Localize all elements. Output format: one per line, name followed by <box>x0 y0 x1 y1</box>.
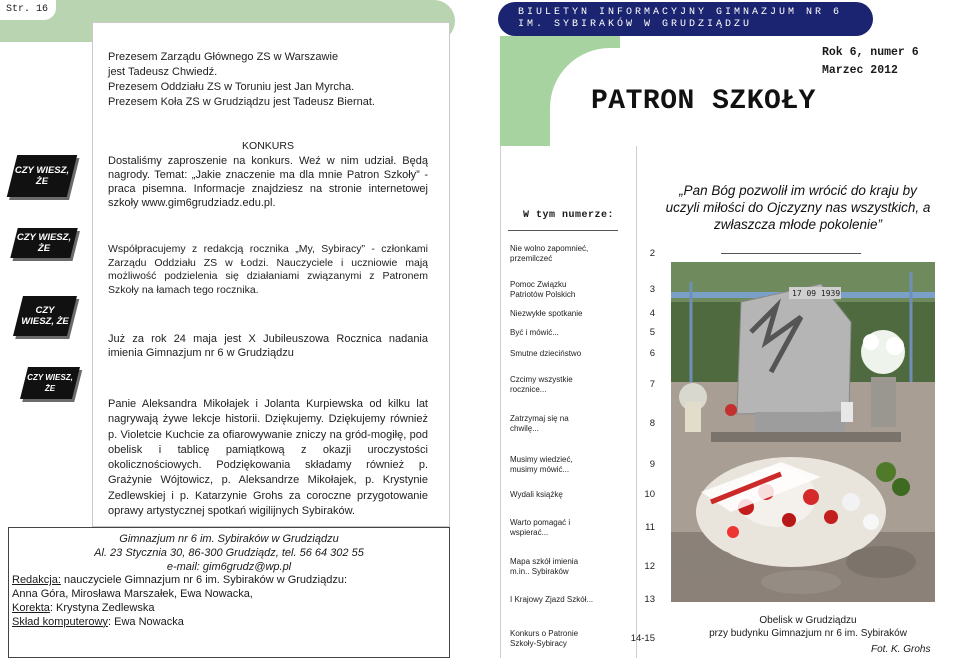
text-line: Prezesem Zarządu Głównego ZS w Warszawie <box>108 51 339 63</box>
text-line: Prezesem Koła ZS w Grudziądzu jest Tadeusz Biernat. <box>108 96 375 108</box>
masthead-line-2: IM. SYBIRAKÓW W GRUDZIĄDZU <box>518 19 753 30</box>
text-line: jest Tadeusz Chwiedź. <box>108 66 218 78</box>
masthead-banner <box>498 2 873 36</box>
separator <box>93 373 449 379</box>
issue-number: Rok 6, numer 6 <box>822 46 919 59</box>
toc-page: 12 <box>644 561 655 572</box>
toc-page: 6 <box>649 348 655 359</box>
toc-title: Zatrzymaj się na chwilę... <box>510 414 569 433</box>
toc-item[interactable] <box>510 328 660 338</box>
typesetting-value: : Ewa Nowacka <box>108 615 184 628</box>
caption-line: przy budynku Gimnazjum nr 6 im. Sybiraków <box>709 628 907 639</box>
toc-item[interactable] <box>510 490 660 500</box>
block-presidents <box>108 50 428 110</box>
stone-date: 17 09 1939 <box>792 289 841 298</box>
toc-page: 11 <box>645 522 655 533</box>
badge-label: CZY WIESZ, ŻE <box>16 232 72 254</box>
block-cooperation: Współpracujemy z redakcją rocznika „My, Sybiracy” - członkami Zarządu Oddziału ZS w Łodzi. Nauczyciele i uczniowie mają możliwość podzielenia się działaniami związanymi z Patronem Szkoły na łamach tego rocznika. <box>108 243 428 296</box>
column-rule <box>636 146 637 658</box>
konkurs-title: KONKURS <box>242 140 294 152</box>
toc-item[interactable] <box>510 557 660 577</box>
colophon-box <box>8 527 450 658</box>
school-address: Al. 23 Stycznia 30, 86-300 Grudziądz, tel. 56 64 302 55 <box>94 546 364 559</box>
toc-page: 9 <box>649 459 655 470</box>
separator <box>93 228 449 234</box>
toc-title: I Krajowy Zjazd Szkół... <box>510 595 594 604</box>
toc-title: Pomoc Związku Patriotów Polskich <box>510 280 576 299</box>
school-name: Gimnazjum nr 6 im. Sybiraków w Grudziądzu <box>119 533 339 545</box>
toc-page: 4 <box>649 308 655 319</box>
issue-meta <box>822 44 919 80</box>
typesetting-line <box>9 616 449 630</box>
toc-item[interactable] <box>510 280 660 300</box>
did-you-know-badge <box>7 155 77 197</box>
separator <box>93 113 449 119</box>
caption-line: Obelisk w Grudziądzu <box>759 615 857 626</box>
right-page <box>478 0 960 658</box>
toc-title: Mapa szkół imienia m.in.. Sybiraków <box>510 557 579 576</box>
page-number: Str. 16 <box>0 0 56 20</box>
proofreading-value: : Krystyna Zedlewska <box>49 601 155 614</box>
toc-title: Być i mówić... <box>510 328 559 337</box>
photo-caption <box>658 614 958 640</box>
did-you-know-badge <box>10 228 77 258</box>
toc-item[interactable] <box>510 414 660 434</box>
toc-item[interactable] <box>510 375 660 395</box>
toc-title: Wydali książkę <box>510 490 563 499</box>
konkurs-text: Dostaliśmy zaproszenie na konkurs. Weź w nim udział. Będą nagrody. Temat: „Jakie znaczenie ma dla mnie Patron Szkoły” - praca pisemna. Informacje znajdziesz na stronie internetowej szkoły www.gim6grudziadz.edu.pl. <box>108 155 428 209</box>
editors-line <box>9 574 449 588</box>
badge-label: CZY WIESZ, ŻE <box>14 165 70 187</box>
text-line: Prezesem Oddziału ZS w Toruniu jest Jan Myrcha. <box>108 81 355 93</box>
badge-label: CZY WIESZ, ŻE <box>27 373 73 393</box>
badge-label: CZY WIESZ, ŻE <box>21 305 69 327</box>
toc-item[interactable] <box>510 595 660 605</box>
separator <box>93 313 449 319</box>
toc-item[interactable] <box>510 455 660 475</box>
toc-item[interactable] <box>510 244 660 264</box>
obelisk-photo <box>671 262 935 602</box>
toc-page: 3 <box>649 284 655 295</box>
did-you-know-badge <box>13 296 77 336</box>
photo-credit: Fot. K. Grohs <box>871 644 931 655</box>
quote-rule <box>721 253 861 254</box>
toc-title: Czcimy wszystkie rocznice... <box>510 375 573 394</box>
toc-item[interactable] <box>510 629 660 649</box>
toc-item[interactable] <box>510 518 660 538</box>
left-page <box>0 0 478 658</box>
typesetting-label: Skład komputerowy <box>12 615 108 628</box>
toc-page: 5 <box>649 327 655 338</box>
patron-quote: „Pan Bóg pozwolił im wrócić do kraju by uczyli miłości do Ojczyzny nas wszystkich, a zwłaszcza młode pokolenie” <box>665 183 931 232</box>
issue-date: Marzec 2012 <box>822 64 898 77</box>
toc-title: Konkurs o Patronie Szkoły-Sybiracy <box>510 629 579 648</box>
page-title: PATRON SZKOŁY <box>591 86 816 117</box>
block-anniversary: Już za rok 24 maja jest X Jubileuszowa Rocznica nadania imienia Gimnazjum nr 6 w Grudziądzu <box>108 333 428 359</box>
toc-rule <box>508 230 618 231</box>
editors-names: Anna Góra, Mirosława Marszałek, Ewa Nowacka, <box>12 588 253 601</box>
toc-title: Nie wolno zapomnieć, przemilczeć <box>510 244 589 263</box>
masthead-line-1: BIULETYN INFORMACYJNY GIMNAZJUM NR 6 <box>518 7 843 18</box>
editors-value: nauczyciele Gimnazjum nr 6 im. Sybiraków w Grudziądzu: <box>60 574 348 587</box>
toc-page: 2 <box>649 248 655 259</box>
toc-page: 7 <box>649 379 655 390</box>
toc-item[interactable] <box>510 309 660 319</box>
toc-page: 13 <box>644 594 655 605</box>
toc-page: 8 <box>649 418 655 429</box>
toc-item[interactable] <box>510 349 660 359</box>
column-rule <box>500 146 501 658</box>
toc-title: Smutne dzieciństwo <box>510 349 582 358</box>
toc-title: Warto pomagać i wspierać... <box>510 518 571 537</box>
editors-label: Redakcja: <box>12 574 61 587</box>
did-you-know-badge <box>20 367 80 399</box>
proofreading-line <box>9 602 449 616</box>
toc-page: 10 <box>644 489 655 500</box>
toc-title: Niezwykłe spotkanie <box>510 309 583 318</box>
toc-title: Musimy wiedzieć, musimy mówić... <box>510 455 573 474</box>
toc-heading: W tym numerze: <box>523 210 615 221</box>
block-thanks: Panie Aleksandra Mikołajek i Jolanta Kurpiewska od kilku lat nagrywają żywe lekcje historii. Dziękujemy. Dziękujemy również p. Violetcie Kuchcie za ofiarowywanie zniczy na gród-mogiłę, pod obelisk i tablicę pamiątkową z okazji uroczystości okolicznościowych. Podziękowania składamy również p. Grażynie Wójtowicz, p. Aleksandrze Mikołajek, p. Krystynie Zedlewskiej i p. Katarzynie Grohs za coroczne przygotowanie oprawy artystycznej spotkań wigilijnych Sybiraków. <box>108 398 428 518</box>
toc-page: 14-15 <box>630 633 655 644</box>
proofreading-label: Korekta <box>12 601 50 614</box>
school-email[interactable]: e-mail: gim6grudz@wp.pl <box>166 560 292 573</box>
